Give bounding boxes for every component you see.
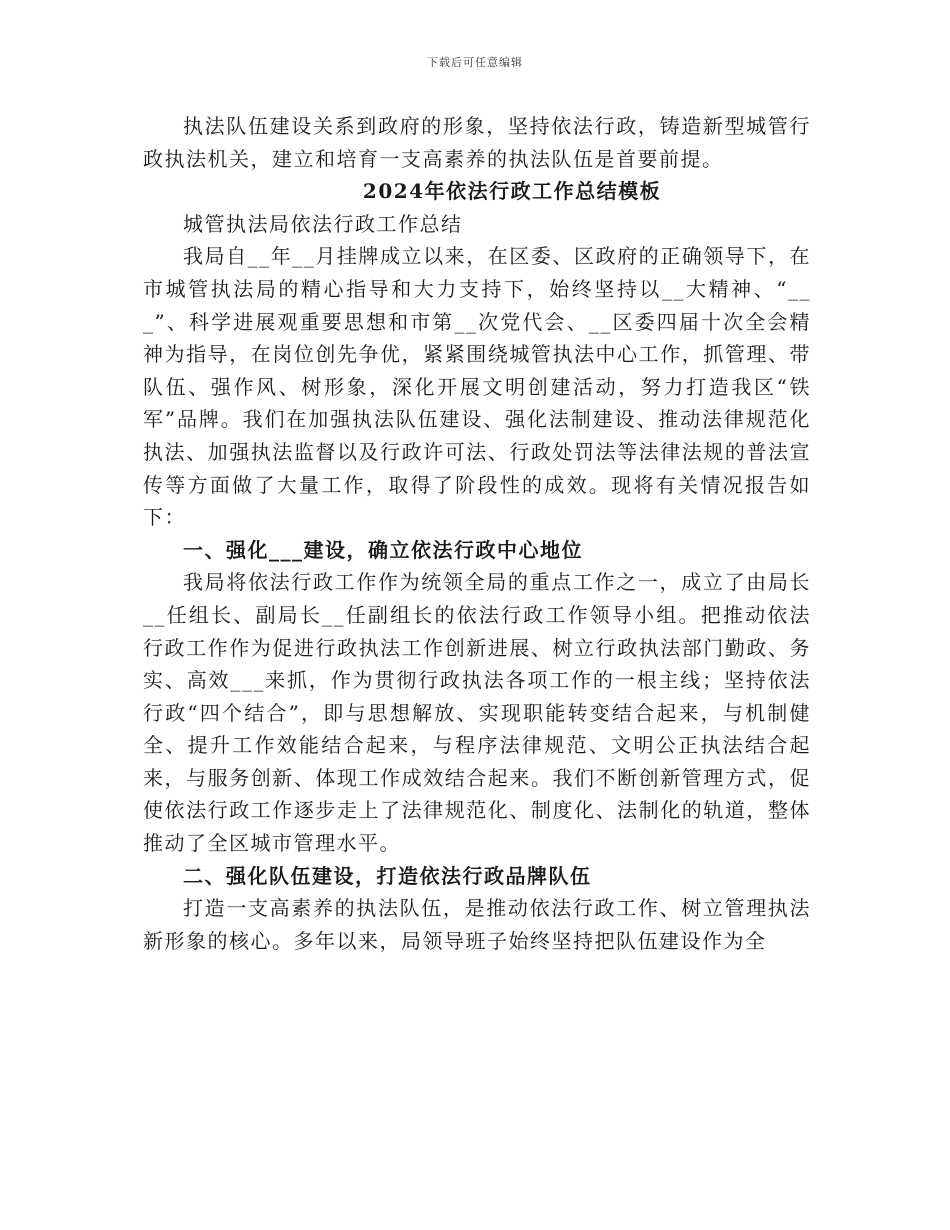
paragraph-3: 打造一支高素养的执法队伍，是推动依法行政工作、树立管理执法新形象的核心。多年以来，局领导班子始终坚持把队伍建设作为全 (143, 896, 811, 953)
paragraph-2: 我局将依法行政工作作为统领全局的重点工作之一，成立了由局长__任组长、副局长__任副组长的依法行政工作领导小组。把推动依法行政工作作为促进行政执法工作创新进展、树立行政执法部门勤政、务实、高效___来抓，作为贯彻行政执法各项工作的一根主线；坚持依法行政“四个结合”，即与思想解放、实现职能转变结合起来，与机制健全、提升工作效能结合起来，与程序法律规范、文明公正执法结合起来，与服务创新、体现工作成效结合起来。我们不断创新管理方式，促使依法行政工作逐步走上了法律规范化、制度化、法制化的轨道，整体推动了全区城市管理水平。 (143, 570, 811, 856)
document-subtitle: 城管执法局依法行政工作总结 (183, 211, 463, 236)
intro-paragraph: 执法队伍建设关系到政府的形象，坚持依法行政，铸造新型城管行政执法机关，建立和培育一支高素养的执法队伍是首要前提。 (143, 114, 811, 171)
section-heading-2: 二、强化队伍建设，打造依法行政品牌队伍 (183, 863, 592, 888)
paragraph-1: 我局自__年__月挂牌成立以来，在区委、区政府的正确领导下，在市城管执法局的精心指导和大力支持下，始终坚持以__大精神、“___”、科学进展观重要思想和市第__次党代会、__区委四届十次全会精神为指导，在岗位创先争优，紧紧围绕城管执法中心工作，抓管理、带队伍、强作风、树形象，深化开展文明创建活动，努力打造我区“铁军”品牌。我们在加强执法队伍建设、强化法制建设、推动法律规范化执法、加强执法监督以及行政许可法、行政处罚法等法律法规的普法宣传等方面做了大量工作，取得了阶段性的成效。现将有关情况报告如下： (143, 244, 811, 530)
document-body (143, 110, 811, 957)
page-header-note: 下载后可任意编辑 (427, 56, 523, 69)
section-heading-1: 一、强化___建设，确立依法行政中心地位 (183, 537, 583, 562)
document-title: 2024年依法行政工作总结模板 (362, 179, 662, 204)
